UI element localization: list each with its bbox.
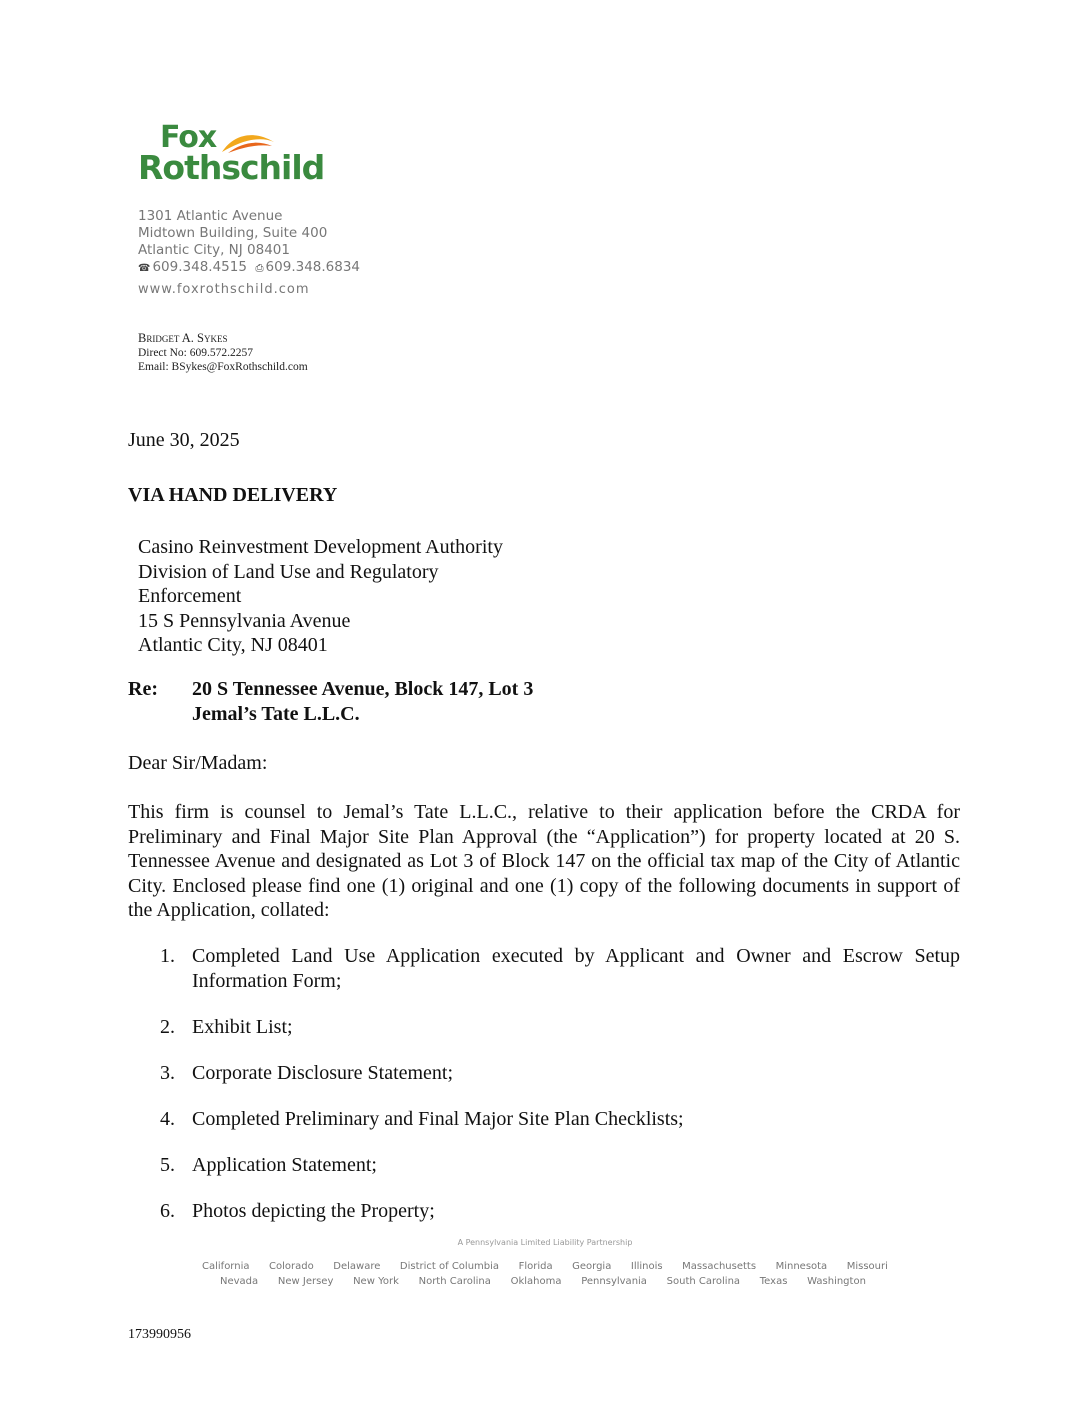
recipient-address — [138, 535, 503, 658]
recipient-line: Enforcement — [138, 585, 242, 608]
document-number: 173990956 — [128, 1327, 191, 1342]
salutation: Dear Sir/Madam: — [128, 752, 268, 774]
office-state: Massachusetts — [682, 1261, 757, 1272]
office-state: Illinois — [630, 1261, 663, 1272]
office-state: Florida — [518, 1261, 553, 1272]
partnership-note: A Pennsylvania Limited Liability Partnership — [457, 1238, 633, 1247]
office-state: New York — [353, 1276, 399, 1287]
list-item: 5. Application Statement; — [160, 1153, 377, 1176]
office-state: Missouri — [846, 1261, 888, 1272]
letter-date: June 30, 2025 — [128, 429, 240, 451]
firm-address — [138, 208, 360, 298]
phone-number: 609.348.4515 — [152, 259, 247, 275]
office-state: Colorado — [269, 1261, 314, 1272]
logo-text-fox: Fox — [160, 120, 217, 155]
re-line: Jemal’s Tate L.L.C. — [192, 702, 360, 725]
phone-icon: ☎ — [138, 263, 151, 274]
recipient-line: Division of Land Use and Regulatory — [138, 560, 439, 583]
re-label: Re: — [128, 678, 158, 700]
list-item: 6. Photos depicting the Property; — [160, 1199, 435, 1222]
address-line-1: 1301 Atlantic Avenue — [138, 208, 283, 224]
office-states-row-1 — [190, 1261, 900, 1272]
office-state: North Carolina — [418, 1276, 491, 1287]
re-line: 20 S Tennessee Avenue, Block 147, Lot 3 — [192, 678, 534, 700]
office-states-row-2 — [190, 1276, 900, 1287]
address-line-2: Midtown Building, Suite 400 — [138, 225, 328, 241]
letterhead-footer — [190, 1238, 900, 1291]
recipient-line: 15 S Pennsylvania Avenue — [138, 609, 351, 632]
delivery-method: VIA HAND DELIVERY — [128, 484, 338, 506]
sender-name: Bridget A. Sykes — [138, 331, 228, 345]
firm-website: www.foxrothschild.com — [138, 282, 310, 297]
firm-logo — [138, 120, 325, 190]
office-state: Oklahoma — [510, 1276, 562, 1287]
office-state: Pennsylvania — [581, 1276, 647, 1287]
list-item: 4. Completed Preliminary and Final Major Site Plan Checklists; — [160, 1107, 684, 1130]
fax-number: 609.348.6834 — [265, 259, 361, 275]
office-state: South Carolina — [666, 1276, 741, 1287]
list-item: 2. Exhibit List; — [160, 1015, 293, 1038]
office-state: Washington — [807, 1276, 866, 1287]
sender-direct: Direct No: 609.572.2257 — [138, 346, 253, 359]
sender-block — [138, 331, 308, 375]
office-state: Delaware — [333, 1261, 381, 1272]
list-item: 1. Completed Land Use Application executed by Applicant and Owner and Escrow Setup Information Form; — [160, 945, 960, 992]
office-state: Georgia — [572, 1261, 612, 1272]
office-state: New Jersey — [277, 1276, 334, 1287]
recipient-line: Atlantic City, NJ 08401 — [138, 634, 328, 657]
office-state: Minnesota — [775, 1261, 828, 1272]
re-subject — [192, 677, 533, 726]
enclosure-list — [128, 944, 960, 1245]
sender-email: Email: BSykes@FoxRothschild.com — [138, 361, 308, 373]
office-state: Nevada — [220, 1276, 259, 1287]
office-state: California — [202, 1261, 250, 1272]
recipient-line: Casino Reinvestment Development Authority — [138, 536, 503, 558]
body-paragraph: This firm is counsel to Jemal’s Tate L.L.C., relative to their application before the CRDA for Preliminary and Final Major Site Plan Approval (the “Application”) for property located at 20 S. Tennessee Avenue and designated as Lot 3 of Block 147 on the official tax map of the City of Atlantic City. Enclosed please find one (1) original and one (1) copy of the following documents in support of the Application, collated: — [128, 801, 960, 922]
logo-text-rothschild: Rothschild — [138, 148, 325, 187]
list-item: 3. Corporate Disclosure Statement; — [160, 1061, 454, 1084]
address-line-3: Atlantic City, NJ 08401 — [138, 242, 290, 258]
contact-numbers — [138, 259, 360, 277]
office-state: District of Columbia — [399, 1261, 500, 1272]
office-state: Texas — [759, 1276, 788, 1287]
fax-icon: ⎙ — [255, 263, 264, 274]
